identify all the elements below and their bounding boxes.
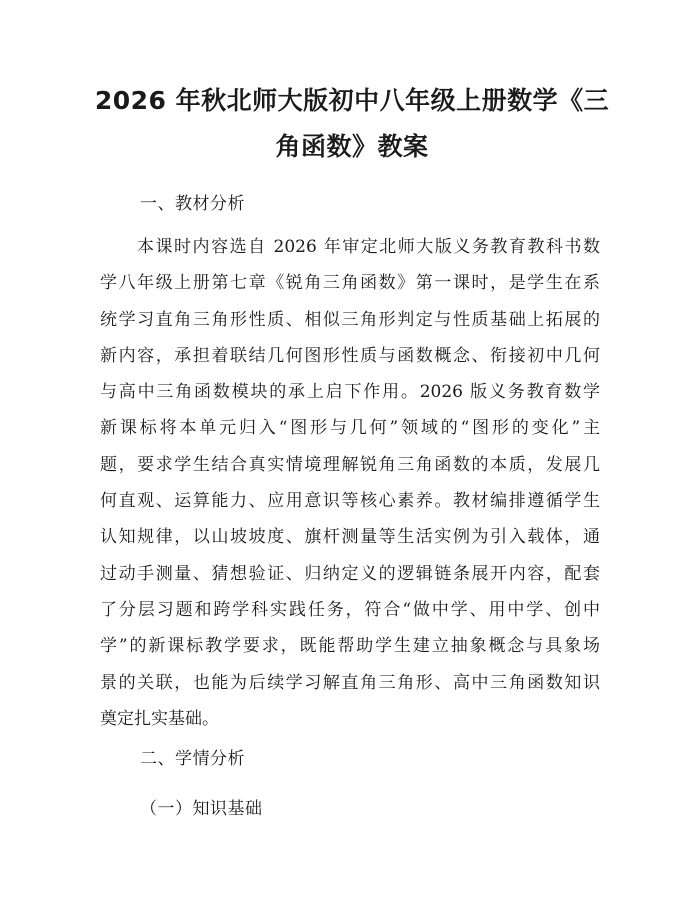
paragraph-line: 奠定扎实基础。 [100, 708, 219, 729]
paragraph-line: 新内容，承担着联结几何图形性质与函数概念、衔接初中几何 [100, 345, 600, 366]
paragraph-line: 学”的新课标教学要求，既能帮助学生建立抽象概念与具象场 [100, 636, 600, 657]
section-heading-textbook-analysis: 一、教材分析 [140, 194, 245, 214]
paragraph-line: 了分层习题和跨学科实践任务，符合“做中学、用中学、创中 [100, 599, 600, 620]
paragraph-line: 本课时内容选自 2026 年审定北师大版义务教育教科书数 [137, 237, 600, 257]
paragraph-line: 景的关联，也能为后续学习解直角三角形、高中三角函数知识 [100, 672, 600, 693]
section-heading-learner-analysis: 二、学情分析 [140, 749, 245, 769]
paragraph-textbook-analysis [100, 236, 600, 744]
paragraph-line: 题，要求学生结合真实情境理解锐角三角函数的本质，发展几 [100, 454, 600, 475]
title-line-1: 2026 年秋北师大版初中八年级上册数学《三 [94, 86, 610, 115]
paragraph-line: 学八年级上册第七章《锐角三角函数》第一课时，是学生在系 [100, 273, 600, 294]
paragraph-line: 新课标将本单元归入“图形与几何”领域的“图形的变化”主 [100, 418, 600, 439]
paragraph-line: 统学习直角三角形性质、相似三角形判定与性质基础上拓展的 [100, 309, 600, 330]
paragraph-line: 何直观、运算能力、应用意识等核心素养。教材编排遵循学生 [100, 491, 600, 512]
subsection-heading-knowledge-base: （一）知识基础 [140, 799, 263, 819]
paragraph-line: 过动手测量、猜想验证、归纳定义的逻辑链条展开内容，配套 [100, 563, 600, 584]
paragraph-line: 认知规律，以山坡坡度、旗杆测量等生活实例为引入载体，通 [100, 527, 600, 548]
title-line-2: 角函数》教案 [275, 132, 429, 161]
paragraph-line: 与高中三角函数模块的承上启下作用。2026 版义务教育数学 [100, 382, 600, 403]
document-title [92, 78, 612, 170]
